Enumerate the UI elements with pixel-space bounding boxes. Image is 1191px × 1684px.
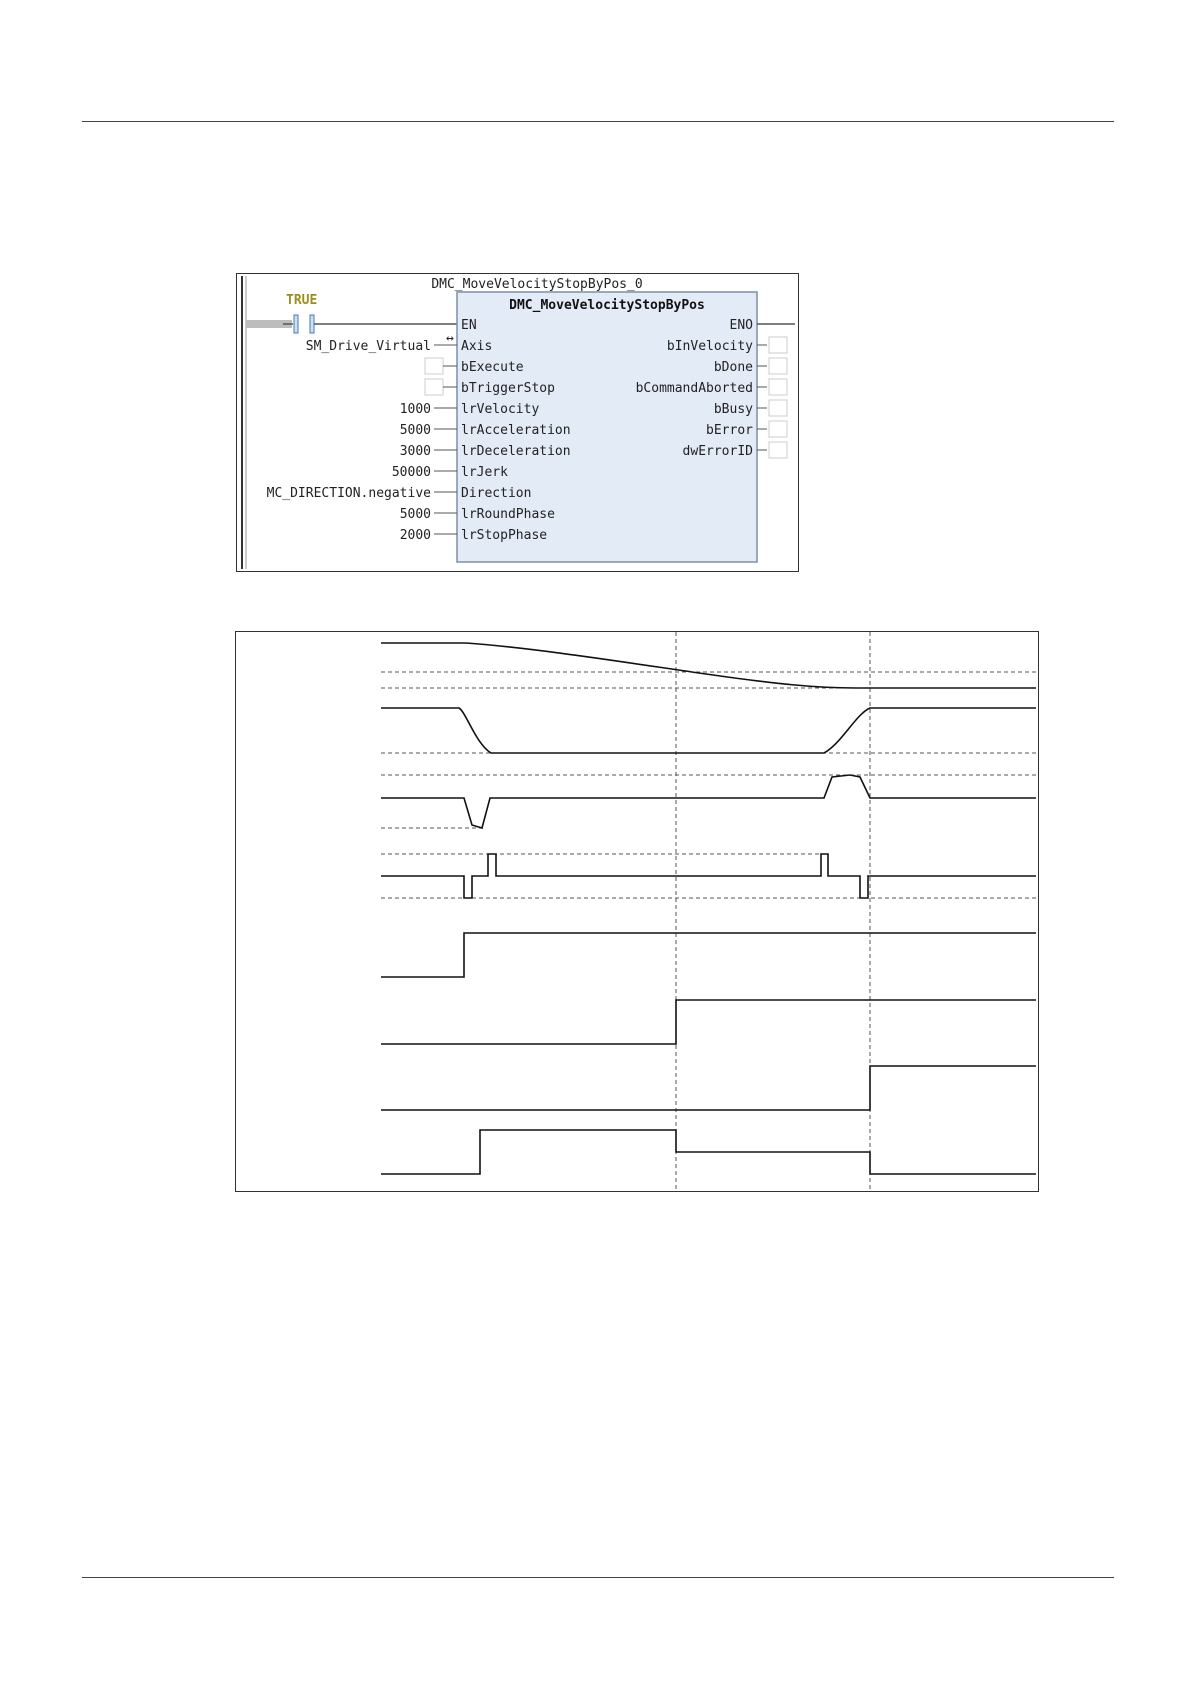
- pin-en: EN: [461, 318, 477, 333]
- pin-bcommandaborted: bCommandAborted: [635, 381, 753, 396]
- bdone-trace: [381, 1066, 1036, 1110]
- block-type: DMC_MoveVelocityStopByPos: [509, 298, 705, 313]
- pin-lrvelocity: lrVelocity: [461, 402, 540, 417]
- pin-binvelocity: bInVelocity: [666, 339, 753, 354]
- bexecute-trace: [381, 933, 1036, 977]
- function-block-diagram: [236, 273, 799, 572]
- output-box-bdone: [769, 358, 787, 374]
- velocity-trace: [381, 708, 1036, 753]
- pin-dwerrorid: dwErrorID: [682, 444, 753, 459]
- pin-lrdeceleration: lrDeceleration: [461, 444, 571, 459]
- input-value-lrstopphase: 2000: [399, 528, 431, 543]
- pin-lrroundphase: lrRoundPhase: [461, 507, 555, 522]
- acceleration-trace: [381, 775, 1036, 828]
- contact-right-bar: [310, 315, 314, 333]
- position-trace: [381, 643, 1036, 688]
- output-box-dwerrorid: [769, 442, 787, 458]
- input-box-bexecute[interactable]: [425, 358, 443, 374]
- output-box-bcommandaborted: [769, 379, 787, 395]
- input-value-lracceleration: 5000: [399, 423, 431, 438]
- pin-axis: Axis: [461, 339, 493, 354]
- input-value-lrdeceleration: 3000: [399, 444, 431, 459]
- input-box-btriggerstop[interactable]: [425, 379, 443, 395]
- output-box-bbusy: [769, 400, 787, 416]
- contact-label: TRUE: [286, 293, 318, 308]
- pin-eno: ENO: [729, 318, 753, 333]
- pin-btriggerstop: bTriggerStop: [461, 381, 555, 396]
- btriggerstop-trace: [381, 1000, 1036, 1044]
- fbd-canvas: [237, 274, 798, 571]
- jerk-trace: [381, 854, 1036, 898]
- pin-bexecute: bExecute: [461, 360, 524, 375]
- instance-name: DMC_MoveVelocityStopByPos_0: [431, 277, 643, 292]
- input-value-lrjerk: 50000: [391, 465, 431, 480]
- pin-direction: Direction: [461, 486, 532, 501]
- timing-canvas: [236, 632, 1038, 1191]
- output-box-binvelocity: [769, 337, 787, 353]
- pin-bdone: bDone: [713, 360, 753, 375]
- footer-rule: [82, 1577, 1114, 1578]
- inout-arrow-icon: ↔: [446, 331, 454, 346]
- output-box-berror: [769, 421, 787, 437]
- contact-left-bar: [294, 315, 298, 333]
- bbusy-trace: [381, 1130, 1036, 1174]
- input-value-axis: SM_Drive_Virtual: [305, 339, 431, 354]
- timing-diagram: [235, 631, 1039, 1192]
- pin-lracceleration: lrAcceleration: [461, 423, 571, 438]
- input-value-lrroundphase: 5000: [399, 507, 431, 522]
- input-value-lrvelocity: 1000: [399, 402, 431, 417]
- input-value-direction: MC_DIRECTION.negative: [266, 486, 431, 501]
- header-rule: [82, 121, 1114, 122]
- pin-lrstopphase: lrStopPhase: [461, 528, 548, 543]
- pin-lrjerk: lrJerk: [461, 465, 508, 480]
- pin-berror: bError: [706, 423, 753, 438]
- pin-bbusy: bBusy: [713, 402, 753, 417]
